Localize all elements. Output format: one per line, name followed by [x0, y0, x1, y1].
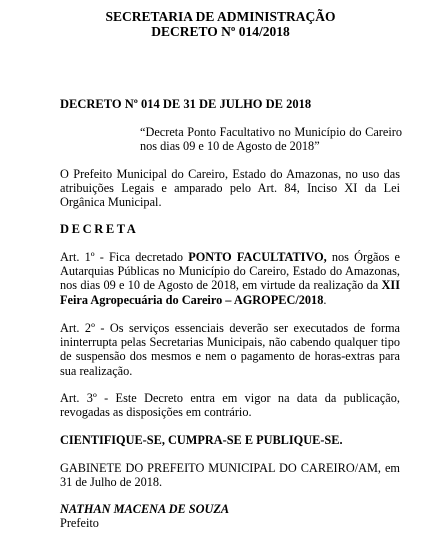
article-1: [60, 250, 400, 307]
article-1-text-c: .: [323, 292, 327, 307]
decreta-heading: DECRETA: [60, 222, 139, 236]
article-1-bold-ponto-facultativo: PONTO FACULTATIVO,: [188, 250, 327, 264]
cientifique-statement: CIENTIFIQUE-SE, CUMPRA-SE E PUBLIQUE-SE.: [60, 433, 343, 447]
article-3: Art. 3º - Este Decreto entra em vigor na data da publicação, revogadas as disposições em contrário.: [60, 391, 400, 420]
decree-ementa: “Decreta Ponto Facultativo no Município do Careiro nos dias 09 e 10 de Agosto de 2018”: [140, 125, 402, 154]
signature-name: NATHAN MACENA DE SOUZA: [60, 502, 230, 516]
decree-preamble: O Prefeito Municipal do Careiro, Estado do Amazonas, no uso das atribuições Legais e amparado pelo Art. 84, Inciso XI da Lei Orgânica Municipal.: [60, 167, 400, 210]
header-decree-number: DECRETO Nº 014/2018: [151, 24, 290, 39]
signature-block: [60, 502, 400, 530]
article-1-text-a: Art. 1º - Fica decretado: [60, 250, 189, 264]
gabinete-statement: GABINETE DO PREFEITO MUNICIPAL DO CAREIRO/AM, em 31 de Julho de 2018.: [60, 461, 400, 490]
decree-title: DECRETO Nº 014 DE 31 DE JULHO DE 2018: [60, 97, 312, 111]
article-1-text-b: nos Órgãos e Autarquias Públicas no Município do Careiro, Estado do Amazonas, nos dias 09 e 10 de Agosto de 2018, em virtude da realização da: [60, 250, 400, 293]
article-1-bold-feira: XII Feira Agropecuária do Careiro – AGROPEC/2018: [60, 278, 400, 307]
article-2: Art. 2º - Os serviços essenciais deverão ser executados de forma ininterrupta pelas Secretarias Municipais, não cabendo qualquer tipo de suspensão dos mesmos e nem o pagamento de horas-extras para sua realização.: [60, 321, 400, 378]
document-header: [0, 9, 441, 39]
signature-role: Prefeito: [60, 516, 99, 531]
header-secretariat: SECRETARIA DE ADMINISTRAÇÃO: [105, 9, 336, 24]
